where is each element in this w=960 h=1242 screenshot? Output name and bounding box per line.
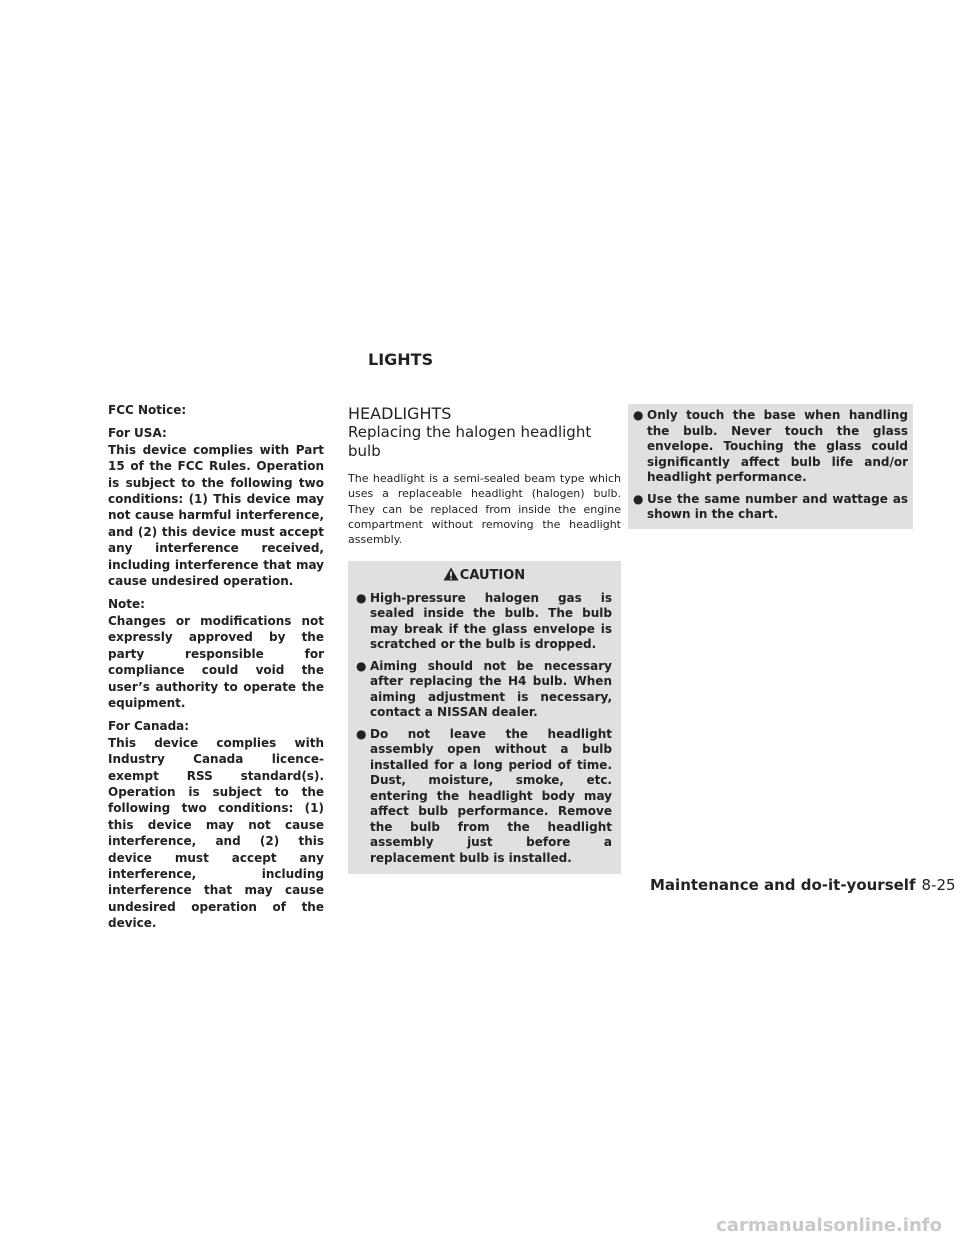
footer-chapter: Maintenance and do-it-yourself	[650, 876, 916, 894]
caution-title: CAUTION	[459, 568, 526, 584]
headlights-body: The headlight is a semi-sealed beam type which uses a replaceable headlight (halogen) bulb. They can be replaced from inside the engine compartment without removing the headlight assembly.	[348, 472, 621, 547]
headlights-title: HEADLIGHTS	[348, 404, 452, 423]
caution-header	[356, 567, 612, 584]
fcc-canada-text: This device complies with Industry Canada licence-exempt RSS standard(s). Operation is subject to the following two conditions: (1) this device may not cause interference, and (2) this device must accept any interference, including interference that may cause undesired operation of the device.	[108, 735, 324, 931]
caution-box	[348, 561, 621, 874]
bullet-icon: ●	[633, 491, 644, 506]
bullet-icon: ●	[356, 726, 367, 741]
fcc-note-text: Changes or modifications not expressly approved by the party responsible for compliance could void the user’s authority to operate the equipment.	[108, 613, 324, 710]
caution-item: ● High-pressure halogen gas is sealed inside the bulb. The bulb may break if the glass envelope is scratched or the bulb is dropped.	[356, 590, 612, 652]
caution-item: ● Do not leave the headlight assembly open without a bulb installed for a long period of time. Dust, moisture, smoke, etc. entering the headlight body may affect bulb performance. Remove the bulb from the headlight assembly just before a replacement bulb is installed.	[356, 726, 612, 865]
bullet-icon: ●	[356, 590, 367, 605]
caution-continued-box	[628, 404, 913, 529]
caution-item: ● Use the same number and wattage as shown in the chart.	[633, 491, 908, 521]
fcc-notice-column	[108, 402, 324, 939]
page-footer	[650, 876, 956, 894]
fcc-canada-label: For Canada:	[108, 719, 190, 734]
bullet-icon: ●	[356, 658, 367, 673]
watermark: carmanualsonline.info	[716, 1215, 942, 1236]
fcc-usa-label: For USA:	[108, 426, 167, 441]
warning-icon	[443, 567, 459, 581]
caution-item: ● Aiming should not be necessary after replacing the H4 bulb. When aiming adjustment is necessary, contact a NISSAN dealer.	[356, 658, 612, 720]
section-header: LIGHTS	[368, 350, 434, 369]
page-number: 8-25	[921, 876, 956, 894]
fcc-usa-text: This device complies with Part 15 of the FCC Rules. Operation is subject to the following two conditions: (1) This device may not cause harmful interference, and (2) this device must accept any interference received, including interference that may cause undesired operation.	[108, 442, 324, 589]
fcc-title: FCC Notice:	[108, 403, 187, 417]
bullet-icon: ●	[633, 408, 644, 422]
headlights-column	[348, 404, 621, 874]
caution-item: ● Only touch the base when handling the bulb. Never touch the glass envelope. Touching the glass could significantly affect bulb life and/or headlight performance.	[633, 408, 908, 484]
fcc-note-label: Note:	[108, 597, 145, 612]
headlights-subtitle: Replacing the halogen headlight bulb	[348, 423, 592, 460]
